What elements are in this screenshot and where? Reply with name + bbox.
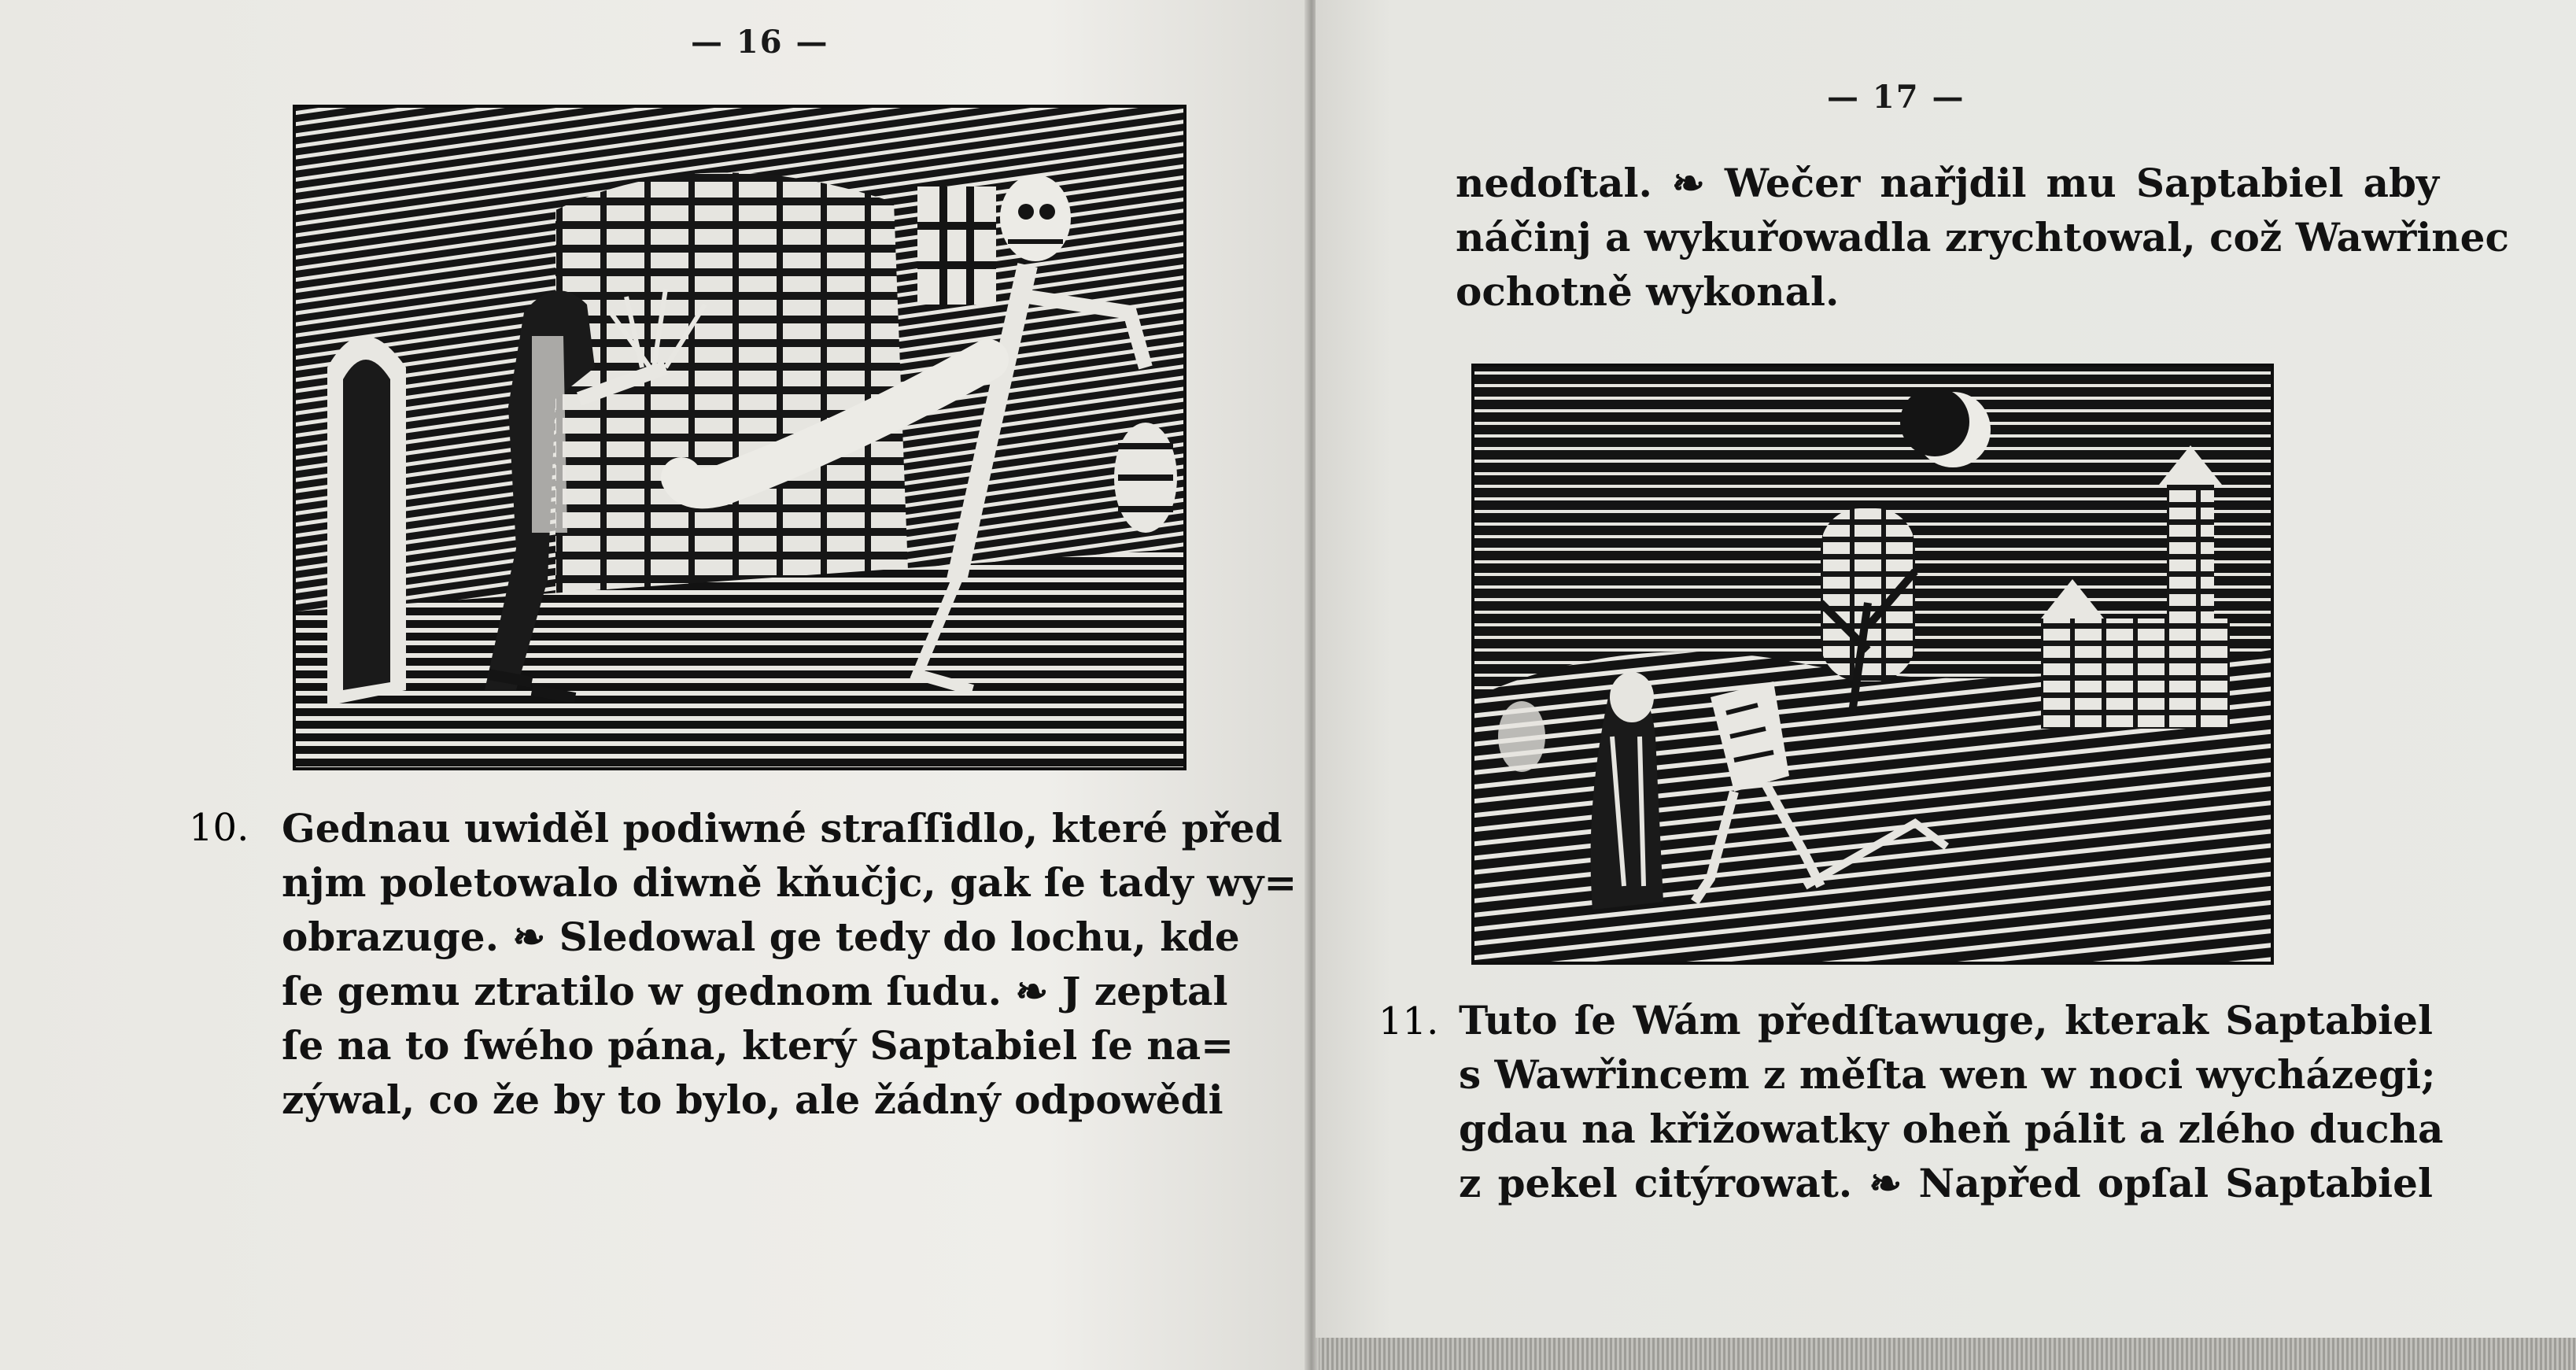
paragraph-11: [1459, 993, 2444, 1210]
paragraph-10-line-2: njm poletowalo diwně kňučjc, gak ſe tady wy=: [282, 859, 1297, 906]
paragraph-10: [282, 801, 1297, 1127]
fabric-background: [1227, 1338, 2576, 1370]
paragraph-10-line-5: ſe na to ſwého pána, který Saptabiel ſe na=: [282, 1022, 1234, 1069]
paragraph-10-line-3: obrazuge. ❧ Sledowal ge tedy do lochu, kde: [282, 914, 1240, 960]
paragraph-11-line-4: z pekel citýrowat. ❧ Napřed opſal Saptabiel: [1459, 1160, 2433, 1206]
continued-line-3: ochotně wykonal.: [1456, 268, 1840, 315]
paragraph-10-line-6: zýwal, co že by to bylo, ale žádný odpowědi: [282, 1076, 1223, 1123]
paragraph-10-line-4: ſe gemu ztratilo w gednom ſudu. ❧ J zeptal: [282, 968, 1228, 1014]
woodcut-skeleton-ghost-illustration: [296, 108, 1183, 767]
continued-line-2: náčinj a wykuřowadla zrychtowal, což Wawřinec: [1456, 214, 2509, 260]
continued-line-1: nedoſtal. ❧ Wečer nařjdil mu Saptabiel aby: [1456, 160, 2439, 206]
paragraph-number-11: 11.: [1378, 999, 1439, 1043]
woodcut-skeleton-ghost: [293, 105, 1187, 770]
page-number-right: — 17 —: [1827, 79, 1965, 116]
paragraph-10-line-1: Gednau uwiděl podiwné straſſidlo, které před: [282, 805, 1282, 851]
page-number-left: — 16 —: [691, 24, 829, 61]
paragraph-11-line-3: gdau na křižowatky oheň pálit a zlého ducha: [1459, 1106, 2444, 1152]
paragraph-11-line-1: Tuto ſe Wám předſtawuge, kterak Saptabiel: [1459, 997, 2433, 1043]
woodcut-night-journey: [1471, 364, 2274, 965]
woodcut-night-journey-illustration: [1474, 367, 2271, 962]
paragraph-11-line-2: s Wawřincem z měſta wen w noci wycházegi;: [1459, 1051, 2436, 1098]
continued-text: [1456, 156, 2509, 319]
paragraph-number-10: 10.: [189, 806, 249, 850]
right-page: [1316, 0, 2576, 1338]
